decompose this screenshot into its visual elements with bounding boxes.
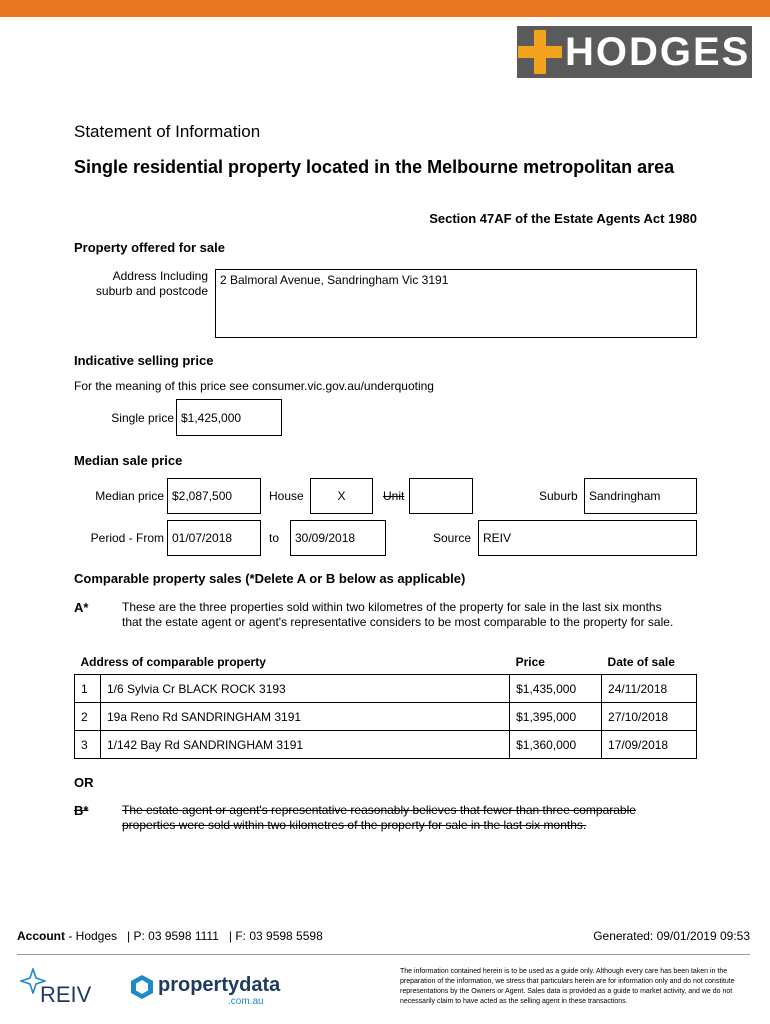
row-price: $1,435,000 — [510, 675, 602, 703]
row-date: 24/11/2018 — [602, 675, 697, 703]
col-address: Address of comparable property — [80, 655, 266, 669]
option-b-label: B* — [74, 803, 89, 818]
row-number: 1 — [75, 675, 101, 703]
account-contacts: - Hodges | P: 03 9598 1111 | F: 03 9598 5598 — [65, 929, 323, 943]
single-price-value: $1,425,000 — [181, 410, 242, 425]
propertydata-hex-icon — [130, 974, 154, 1000]
row-address: 19a Reno Rd SANDRINGHAM 3191 — [100, 703, 509, 731]
suburb-label: Suburb — [539, 489, 578, 503]
logo-text: HODGES — [565, 30, 751, 74]
logo-plus-bar — [518, 46, 562, 58]
period-label: Period - From — [90, 531, 164, 545]
option-a-label: A* — [74, 600, 89, 615]
top-accent-bar — [0, 0, 770, 17]
suburb-field[interactable] — [584, 478, 697, 514]
footer-divider — [17, 954, 750, 955]
disclaimer-text: The information contained herein is to be used as a guide only. Although every care has been taken in the preparation of the information, we stress that particulars herein are for information only and do not constitute representations by the Owners or Agent. Sales data is provided as a guide to market activity, and we do not necessarily claim to have acted as the selling agent in these transactions. — [400, 968, 735, 1005]
act-section: Section 47AF of the Estate Agents Act 1980 — [429, 211, 697, 226]
house-value: X — [337, 489, 346, 503]
row-date: 27/10/2018 — [602, 703, 697, 731]
unit-field[interactable] — [409, 478, 473, 514]
indicative-note: For the meaning of this price see consumer.vic.gov.au/underquoting — [74, 379, 434, 393]
reiv-logo — [20, 968, 90, 1008]
row-price: $1,395,000 — [510, 703, 602, 731]
table-row — [75, 675, 697, 703]
generated-timestamp: Generated: 09/01/2019 09:53 — [593, 929, 750, 943]
comparable-heading: Comparable property sales (*Delete A or B below as applicable) — [74, 571, 466, 586]
address-label: Address Including suburb and postcode — [95, 269, 208, 298]
property-heading: Property offered for sale — [74, 240, 225, 255]
median-price-label: Median price — [95, 489, 164, 503]
source-value: REIV — [483, 531, 512, 545]
period-to-field[interactable] — [290, 520, 386, 556]
col-price: Price — [515, 655, 545, 669]
row-number: 2 — [75, 703, 101, 731]
option-b-text: The estate agent or agent's representative reasonably believes that fewer than three comparable properties were sold within two kilometres of the property for sale in the last six months. — [122, 803, 636, 832]
account-line — [17, 929, 323, 943]
source-label: Source — [433, 531, 472, 545]
row-address: 1/6 Sylvia Cr BLACK ROCK 3193 — [100, 675, 509, 703]
source-field[interactable] — [478, 520, 697, 556]
reiv-logo-text: REIV — [40, 982, 92, 1007]
single-price-label: Single price — [111, 411, 174, 425]
propertydata-logo-sub: .com.au — [228, 996, 264, 1007]
period-from-value: 01/07/2018 — [172, 531, 233, 545]
median-price-field[interactable] — [167, 478, 261, 514]
period-to-label: to — [269, 531, 280, 545]
house-label: House — [269, 489, 304, 503]
address-value: 2 Balmoral Avenue, Sandringham Vic 3191 — [220, 273, 449, 287]
period-to-value: 30/09/2018 — [295, 531, 356, 545]
hodges-logo — [517, 26, 752, 78]
propertydata-logo — [130, 972, 281, 1008]
median-heading: Median sale price — [74, 453, 183, 468]
option-a-text: These are the three properties sold within two kilometres of the property for sale in the last six months that the estate agent or agent's representative considers to be most comparable to the property for sale. — [122, 600, 674, 629]
address-field[interactable] — [215, 269, 697, 338]
page-title: Single residential property located in the Melbourne metropolitan area — [74, 157, 675, 177]
row-address: 1/142 Bay Rd SANDRINGHAM 3191 — [100, 731, 509, 759]
period-from-field[interactable] — [167, 520, 261, 556]
col-date: Date of sale — [607, 655, 675, 669]
or-label: OR — [74, 775, 94, 790]
single-price-field[interactable] — [176, 399, 282, 436]
row-number: 3 — [75, 731, 101, 759]
median-price-value: $2,087,500 — [172, 489, 233, 503]
unit-label: Unit — [383, 489, 405, 503]
suburb-value: Sandringham — [589, 489, 661, 503]
account-label: Account — [17, 929, 65, 943]
table-row — [75, 731, 697, 759]
row-price: $1,360,000 — [510, 731, 602, 759]
indicative-heading: Indicative selling price — [74, 353, 214, 368]
comparable-table — [74, 650, 697, 759]
table-row — [75, 703, 697, 731]
statement-heading: Statement of Information — [74, 122, 261, 141]
row-date: 17/09/2018 — [602, 731, 697, 759]
house-field[interactable] — [310, 478, 373, 514]
propertydata-logo-text: propertydata — [158, 974, 281, 996]
table-header — [75, 650, 697, 675]
